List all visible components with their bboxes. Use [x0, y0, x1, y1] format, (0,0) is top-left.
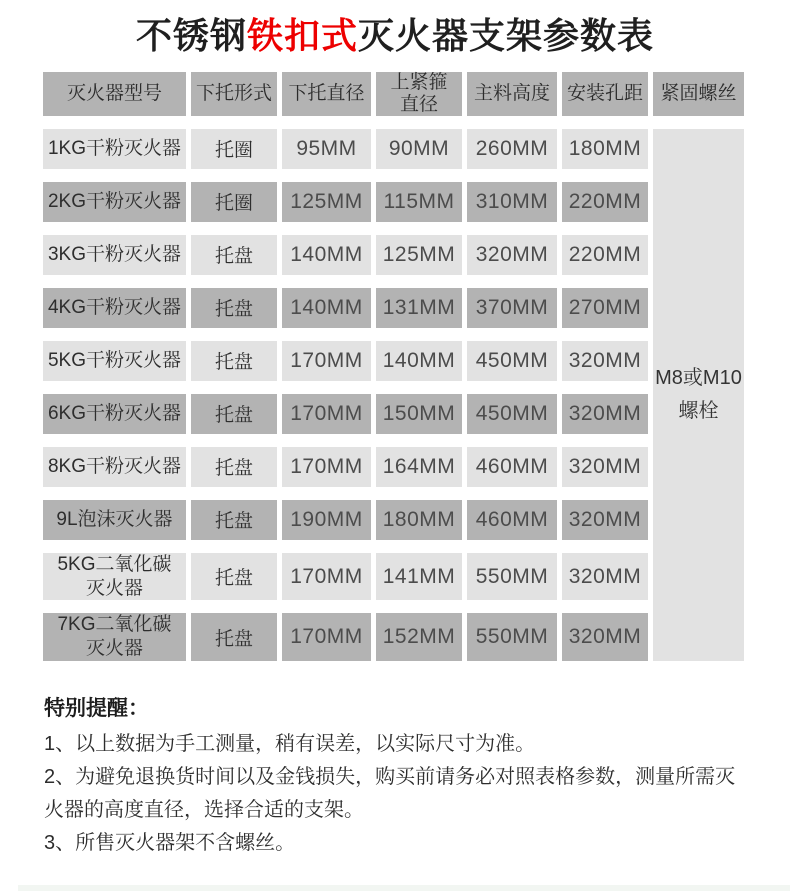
cell-model: 4KG干粉灭火器 — [43, 288, 186, 328]
cell-hole-dist: 320MM — [562, 613, 648, 661]
table-header — [43, 72, 744, 116]
cell-clamp-dia: 140MM — [376, 341, 462, 381]
cell-model: 6KG干粉灭火器 — [43, 394, 186, 434]
col-header-model: 灭火器型号 — [43, 72, 186, 116]
cell-clamp-dia: 141MM — [376, 553, 462, 601]
table-row — [43, 447, 744, 487]
col-header-hole-dist: 安装孔距 — [562, 72, 648, 116]
cell-form: 托盘 — [191, 288, 277, 328]
cell-clamp-dia: 131MM — [376, 288, 462, 328]
cell-lower-dia: 190MM — [282, 500, 371, 540]
cell-lower-dia: 95MM — [282, 129, 371, 169]
cell-clamp-dia: 125MM — [376, 235, 462, 275]
table-row — [43, 394, 744, 434]
section-divider — [18, 885, 790, 891]
notes-section — [44, 692, 750, 860]
col-header-lower-dia: 下托直径 — [282, 72, 371, 116]
cell-form: 托盘 — [191, 394, 277, 434]
cell-form: 托圈 — [191, 129, 277, 169]
cell-hole-dist: 320MM — [562, 447, 648, 487]
cell-height: 460MM — [467, 447, 557, 487]
cell-height: 370MM — [467, 288, 557, 328]
cell-model: 5KG干粉灭火器 — [43, 341, 186, 381]
cell-model: 2KG干粉灭火器 — [43, 182, 186, 222]
page-title — [0, 14, 790, 57]
table-row — [43, 129, 744, 169]
note-item-1: 1、以上数据为手工测量，稍有误差，以实际尺寸为准。 — [44, 732, 536, 755]
cell-clamp-dia: 90MM — [376, 129, 462, 169]
cell-height: 550MM — [467, 613, 557, 661]
table-row — [43, 553, 744, 601]
product-spec-page — [0, 14, 790, 860]
spec-table — [38, 59, 749, 674]
cell-form: 托盘 — [191, 341, 277, 381]
cell-model: 7KG二氧化碳 灭火器 — [43, 613, 186, 661]
cell-model: 8KG干粉灭火器 — [43, 447, 186, 487]
cell-lower-dia: 140MM — [282, 235, 371, 275]
cell-height: 320MM — [467, 235, 557, 275]
cell-clamp-dia: 164MM — [376, 447, 462, 487]
cell-lower-dia: 170MM — [282, 394, 371, 434]
cell-form: 托盘 — [191, 500, 277, 540]
cell-lower-dia: 170MM — [282, 553, 371, 601]
cell-height: 310MM — [467, 182, 557, 222]
title-highlight: 铁扣式 — [246, 15, 358, 56]
cell-hole-dist: 320MM — [562, 341, 648, 381]
cell-hole-dist: 220MM — [562, 182, 648, 222]
cell-lower-dia: 125MM — [282, 182, 371, 222]
cell-form: 托盘 — [191, 235, 277, 275]
table-body — [43, 129, 744, 661]
cell-height: 550MM — [467, 553, 557, 601]
col-header-height: 主料高度 — [467, 72, 557, 116]
cell-lower-dia: 170MM — [282, 447, 371, 487]
col-header-fastener: 紧固螺丝 — [653, 72, 744, 116]
cell-hole-dist: 220MM — [562, 235, 648, 275]
cell-height: 450MM — [467, 341, 557, 381]
cell-height: 260MM — [467, 129, 557, 169]
cell-hole-dist: 270MM — [562, 288, 648, 328]
cell-height: 450MM — [467, 394, 557, 434]
table-row — [43, 235, 744, 275]
col-header-form: 下托形式 — [191, 72, 277, 116]
cell-hole-dist: 320MM — [562, 500, 648, 540]
cell-lower-dia: 140MM — [282, 288, 371, 328]
col-header-clamp-dia: 上紧箍 直径 — [376, 72, 462, 116]
cell-model: 3KG干粉灭火器 — [43, 235, 186, 275]
cell-model: 1KG干粉灭火器 — [43, 129, 186, 169]
cell-hole-dist: 180MM — [562, 129, 648, 169]
title-prefix: 不锈钢 — [135, 15, 247, 56]
cell-clamp-dia: 152MM — [376, 613, 462, 661]
cell-hole-dist: 320MM — [562, 394, 648, 434]
note-item-2: 2、为避免退换货时间以及金钱损失，购买前请务必对照表格参数，测量所需灭火器的高度直径，选择合适的支架。 — [44, 765, 736, 821]
notes-heading: 特别提醒： — [44, 696, 149, 720]
cell-lower-dia: 170MM — [282, 341, 371, 381]
cell-hole-dist: 320MM — [562, 553, 648, 601]
table-row — [43, 182, 744, 222]
cell-lower-dia: 170MM — [282, 613, 371, 661]
cell-form: 托圈 — [191, 182, 277, 222]
cell-form: 托盘 — [191, 447, 277, 487]
cell-clamp-dia: 180MM — [376, 500, 462, 540]
cell-form: 托盘 — [191, 613, 277, 661]
table-row — [43, 613, 744, 661]
cell-clamp-dia: 115MM — [376, 182, 462, 222]
cell-model: 9L泡沫灭火器 — [43, 500, 186, 540]
cell-clamp-dia: 150MM — [376, 394, 462, 434]
header-row — [43, 72, 744, 116]
cell-fastener-spec: M8或M10 螺栓 — [653, 129, 744, 661]
cell-form: 托盘 — [191, 553, 277, 601]
table-row — [43, 341, 744, 381]
cell-model: 5KG二氧化碳 灭火器 — [43, 553, 186, 601]
note-item-3: 3、所售灭火器架不含螺丝。 — [44, 831, 296, 854]
table-row — [43, 288, 744, 328]
title-suffix: 灭火器支架参数表 — [358, 15, 655, 56]
cell-height: 460MM — [467, 500, 557, 540]
table-row — [43, 500, 744, 540]
